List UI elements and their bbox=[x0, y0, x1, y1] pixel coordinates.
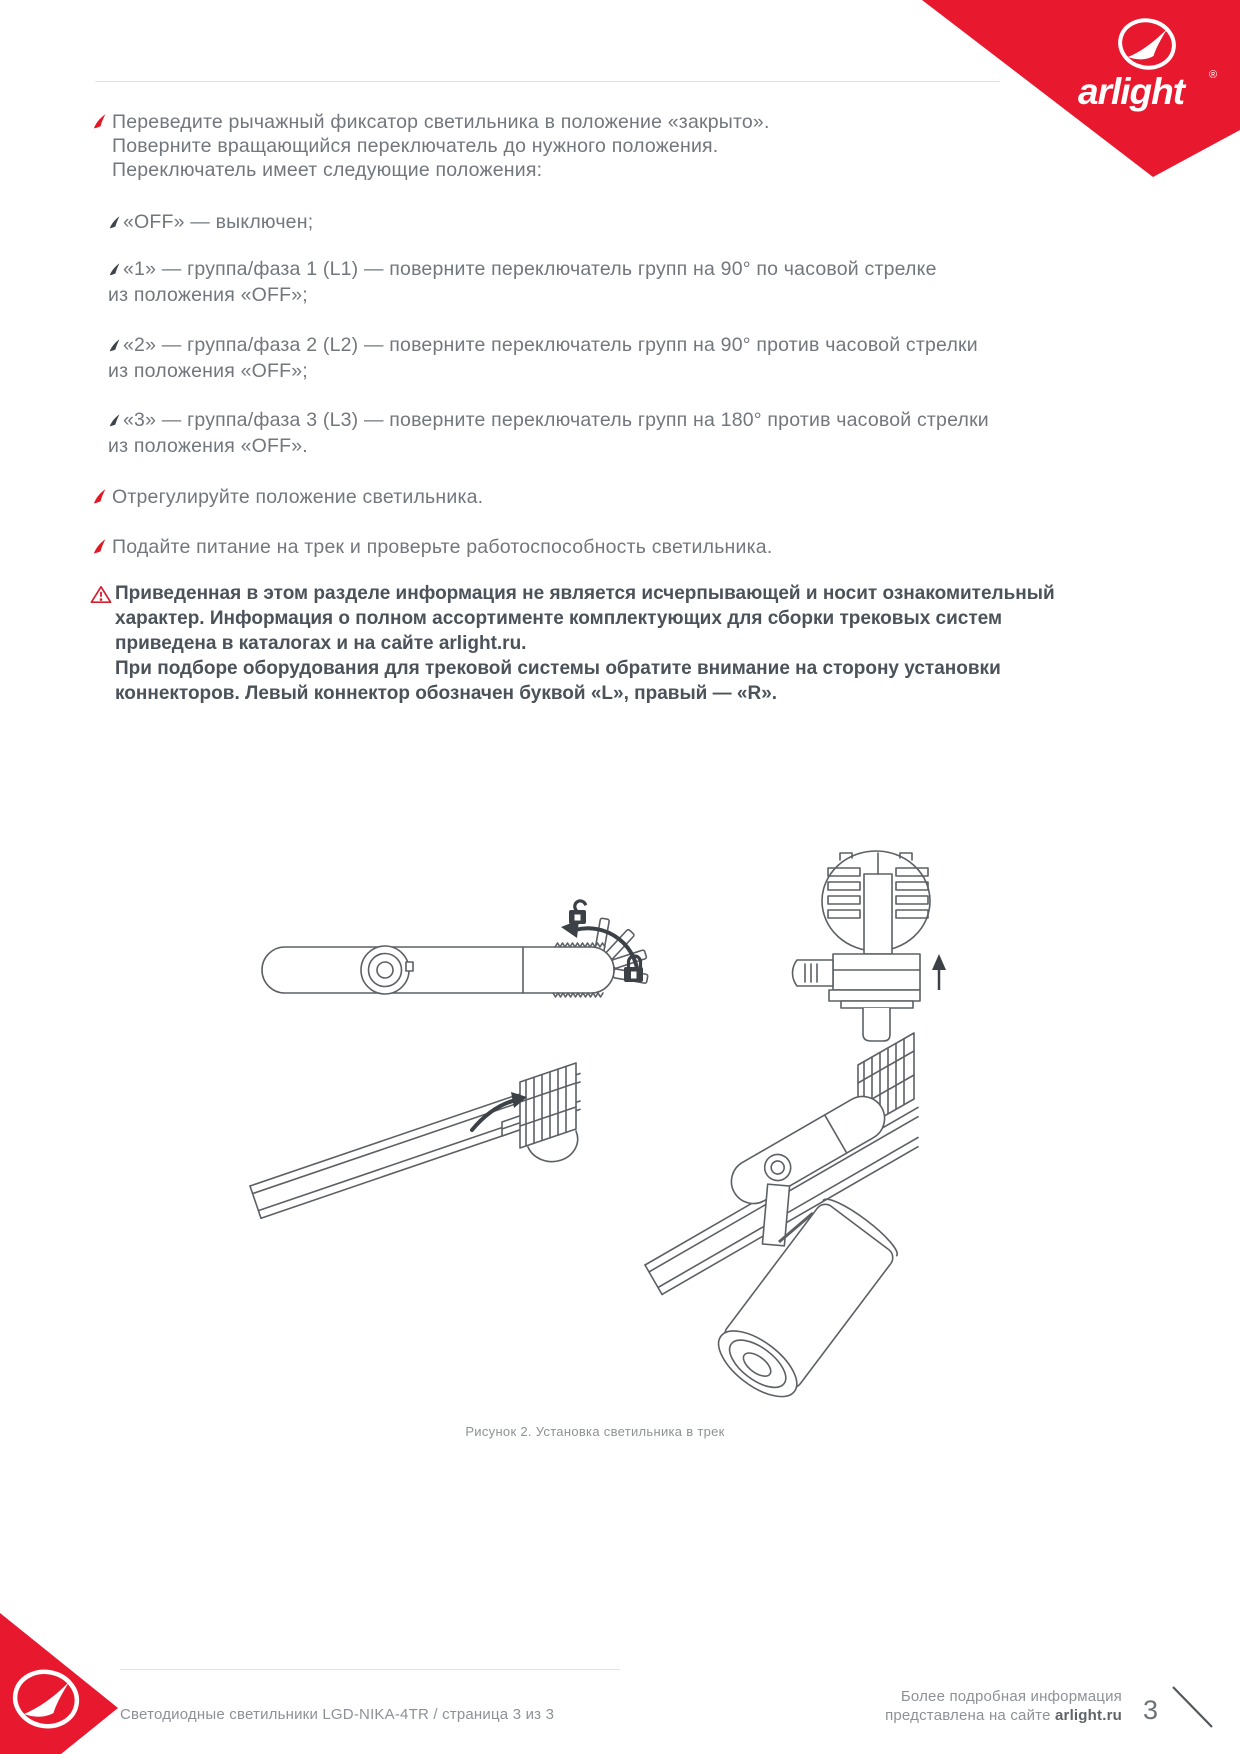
step-line: Отрегулируйте положение светильника. bbox=[112, 486, 484, 508]
brand-reg-mark: ® bbox=[1209, 69, 1218, 81]
spotlight-cylinder bbox=[708, 1192, 903, 1409]
figure-caption: Рисунок 2. Установка светильника в трек bbox=[465, 1424, 725, 1439]
page-number: 3 bbox=[1143, 1695, 1159, 1725]
brand-logo-text: arlight bbox=[1078, 71, 1185, 112]
sub-bullet-arrow-icon bbox=[109, 216, 120, 229]
sub-bullet-arrow-icon bbox=[109, 414, 120, 427]
brand-corner-ribbon bbox=[900, 0, 1240, 190]
step-line: Переключатель имеет следующие положения: bbox=[112, 159, 543, 181]
up-arrow-icon bbox=[932, 954, 946, 990]
step-line: Переведите рычажный фиксатор светильника в положение «закрыто». bbox=[112, 111, 770, 133]
footer-info-line2: представлена на сайте arlight.ru bbox=[885, 1707, 1122, 1724]
figure-insert-adapter bbox=[250, 1063, 580, 1218]
sub-step-line: из положения «OFF». bbox=[108, 435, 308, 457]
sub-step-line: из положения «OFF»; bbox=[108, 360, 308, 382]
warning-line: коннекторов. Левый коннектор обозначен буквой «L», правый — «R». bbox=[115, 683, 778, 704]
sub-step-line: из положения «OFF»; bbox=[108, 284, 308, 306]
sub-bullet-arrow-icon bbox=[109, 263, 120, 276]
figure-illustration bbox=[230, 850, 960, 1410]
sub-step-line: «3» — группа/фаза 3 (L3) — поверните переключатель групп на 180° против часовой стрелки bbox=[123, 409, 989, 431]
adapter-body bbox=[723, 1088, 892, 1211]
sub-step-line: «OFF» — выключен; bbox=[123, 211, 314, 233]
unlock-icon bbox=[569, 899, 587, 924]
corner-mark bbox=[1165, 1678, 1221, 1734]
bullet-arrow-icon bbox=[93, 114, 106, 129]
bullet-arrow-icon bbox=[93, 539, 106, 554]
figure-side-view bbox=[262, 899, 648, 997]
sub-bullet-arrow-icon bbox=[109, 339, 120, 352]
warning-line: приведена в каталогах и на сайте arlight.ru. bbox=[115, 633, 527, 654]
footer-site-link: arlight.ru bbox=[1054, 1707, 1122, 1724]
footer-info bbox=[885, 1687, 1122, 1725]
step-line: Подайте питание на трек и проверьте работоспособность светильника. bbox=[112, 536, 773, 558]
footer-divider bbox=[120, 1669, 620, 1670]
bullet-arrow-icon bbox=[93, 489, 106, 504]
step-line: Поверните вращающийся переключатель до нужного положения. bbox=[112, 135, 719, 157]
warning-line: При подборе оборудования для трековой системы обратите внимание на сторону установки bbox=[115, 658, 1001, 679]
figure-mounted-spotlight bbox=[645, 1033, 918, 1409]
sub-step-line: «1» — группа/фаза 1 (L1) — поверните переключатель групп на 90° по часовой стрелке bbox=[123, 258, 937, 280]
footer-info-line1: Более подробная информация bbox=[900, 1688, 1122, 1705]
warning-line: Приведенная в этом разделе информация не является исчерпывающей и носит ознакомительный bbox=[115, 583, 1055, 604]
sub-step-line: «2» — группа/фаза 2 (L2) — поверните переключатель групп на 90° против часовой стрелки bbox=[123, 334, 978, 356]
warning-triangle-icon bbox=[90, 585, 112, 604]
top-divider bbox=[95, 81, 1000, 82]
figure-cross-section bbox=[793, 851, 947, 1041]
footer-document-title: Светодиодные светильники LGD-NIKA-4TR / страница 3 из 3 bbox=[120, 1706, 555, 1723]
warning-line: характер. Информация о полном ассортименте комплектующих для сборки трековых систем bbox=[115, 608, 1003, 629]
brand-corner-ribbon-bottom bbox=[0, 1594, 130, 1754]
